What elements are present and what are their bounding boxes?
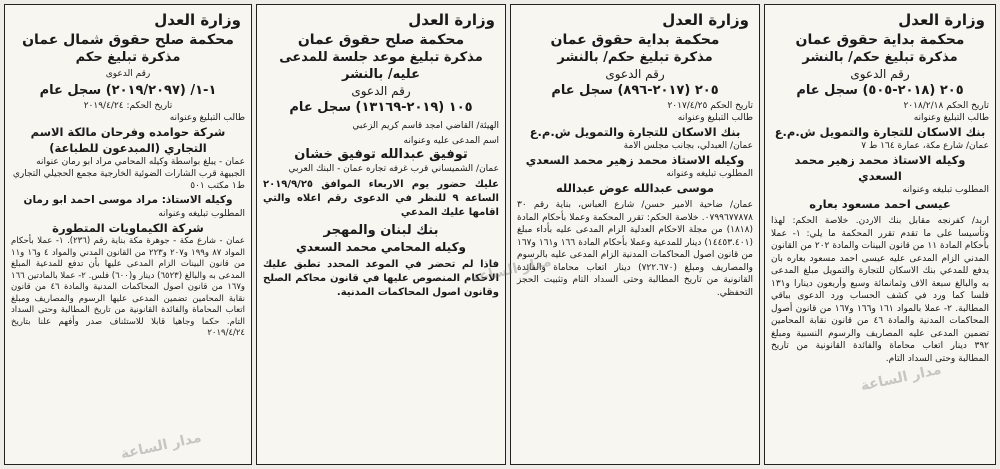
requester-name: بنك الاسكان للتجارة والتمويل ش.م.ع [774,125,986,139]
requester-address: عمان - يبلغ بواسطة وكيله المحامي مراد ابو رمان عنوانه الجبيهة قرب الشارات الضوئية الخارجية مجمع الحجيلي التجاري ط١ مكتب ٥٠١ [12,157,245,191]
notice-type: مذكرة تبليغ حكم/ بالنشر [802,50,958,65]
requester-address: عمان/ شارع مكة، عمارة ١٦٤ ط ٧ [861,141,989,151]
defendant-address: عمان/ الشميساني قرب غرفه تجاره عمان - البنك العربي [288,164,499,174]
case-number: ٢٠٥ (٢٠١٧-٨٩٦) سجل عام [551,83,719,98]
notice-column-1 [764,4,996,465]
watermark-logo: مدار الساعة [469,253,553,287]
requester-label: طالب التبليغ وعنوانه [169,113,245,123]
judgment-date: تاريخ الحكم ٢٠١٧/٤/٢٥ [667,101,753,111]
case-title: رقم الدعوى [605,67,665,81]
notice-type: مذكرة تبليغ حكم [75,50,181,65]
judgment-body: عمان/ ضاحية الامير حسن/ شارع العباس، بناية رقم ٣٠ ٠٧٩٩٦٧٧٨٧٨. خلاصة الحكم: تقرر المحكمة وعملا بأحكام المادة (١٨١٨) من مجلة الاحكام العدلية الزام المدعى عليه بأداء مبلغ (١٤٤٥٣.٤٠١) دينار للمدعية وعملا بأحكام المادة ١٦٦ و١٦١ و١٦٧ من قانون اصول المحاكمات المدنية الزام المدعى عليه بالرسوم والمصاريف ومبلغ (٧٢٢.٦٧٠) دينار اتعاب محاماة والفائدة القانونية من تاريخ المطالبة وحتى السداد التام وتثبيت الحجز التحفظي. [517,200,753,298]
defendant-label: اسم المدعى عليه وعنوانه [403,136,499,146]
notified-name: موسى عبدالله عوض عبدالله [555,181,715,195]
requester-address: عمان/ العبدلي، بجانب مجلس الامة [623,141,753,151]
attorney-name: وكيله الاستاذ محمد زهير محمد السعدي [794,153,966,183]
judgment-body: اربد/ كفرنجه مقابل بنك الاردن. خلاصة الحكم: لهذا وتأسيسا على ما تقدم تقرر المحكمة ما يلي: ١- عملا بأحكام المادة ١١ من قانون البينات والمادة ٢٠٢ من القانون المدني الزام المدعى عليه عيسى احمد مسعود بعاره بان يدفع للمدعي بنك الاسكان للتجارة والتمويل مبلغ المدعى به والبالغ سبعة الاف وثمانمائة وسبع وأربعون دينارا و١٣١ فلسا كما ورد في كشف الحساب ورد الدعوى بباقي المطالبة. ٢- عملا بالمواد ١٦١ و١٦٦ و١٦٧ من قانون أصول المحاكمات المدنية والمادة ٤٦ من قانون نقابة المحامين تضمين المدعى عليه المصاريف والرسوم النسبية ومبلغ ٣٩٢ دينار اتعاب محاماة والفائدة القانونية من تاريخ المطالبة وحتى السداد التام. [771,216,989,364]
notice-column-2 [510,4,760,465]
ministry-title: وزارة العدل [662,11,749,29]
court-name: محكمة بداية حقوق عمان [795,32,965,48]
requester-label: طالب التبليغ وعنوانه [677,113,753,123]
plaintiff-attorney: وكيله المحامي محمد السعدي [295,240,467,254]
case-title: رقم الدعوى [850,67,910,81]
judgment-date: تاريخ الحكم ٢٠١٨/٢/١٨ [903,101,989,111]
judge-panel: الهيئة/ القاضي امجد قاسم كريم الزعبي [352,121,499,131]
requester-name: بنك الاسكان للتجارة والتمويل ش.م.ع [529,125,741,139]
plaintiff-name: بنك لبنان والمهجر [323,223,439,238]
notified-name: عيسى احمد مسعود بعاره [809,197,951,211]
notified-name: شركة الكيماويات المتطورة [52,221,204,235]
case-number: ١-١/ (٢٠١٩/٢٠٩٧) سجل عام [39,83,217,98]
case-title: رقم الدعوى [105,69,151,79]
notice-column-4 [4,4,252,465]
notified-label: المطلوب تبليغه وعنوانه [158,209,245,219]
judgment-date: تاريخ الحكم: ٢٠١٩/٤/٢٤ [83,101,173,111]
court-name: محكمة بداية حقوق عمان [550,32,720,48]
notice-column-3 [256,4,506,465]
case-number: ٢٠٥ (٢٠١٨-٥٠٥) سجل عام [796,83,964,98]
court-name: محكمة صلح حقوق عمان [297,32,465,48]
ministry-title: وزارة العدل [408,11,495,29]
defendant-name: توفيق عبدالله توفيق خشان [294,147,468,162]
notice-type: مذكرة تبليغ حكم/ بالنشر [557,50,713,65]
judgment-body: عمان - شارع مكة - جوهرة مكة بناية رقم (٢٣٦). ١- عملا بأحكام المواد ٨٧ و١٩٩ و٢٠٧ و٢٢٣ من القانون المدني والمواد ٤ و١٦ و١١ من قانون البينات الزام المدعى عليها بأن تدفع للمدعية المبلغ المدعى به والبالغ (٦٥٢٣) دينار و(٦٠٠) فلس. ٢- عملا بالمادتين ١٦٦ و١٦٧ من قانون اصول المحاكمات المدنية والمادة ٤٦ من قانون نقابة المحامين تضمين المدعى عليها الرسوم والمصاريف ومبلغ اتعاب المحاماة والفائدة القانونية من تاريخ المطالبة وحتى السداد التام. حكما وجاهيا قابلا للاستئناف صدر وأفهم علنا بتاريخ ٢٠١٩/٤/٢٤ [11,236,245,338]
ministry-title: وزارة العدل [898,11,985,29]
hearing-body: عليك حضور يوم الاربعاء الموافق ٢٠١٩/٩/٢٥ الساعة ٩ للنظر في الدعوى رقم اعلاه والتي اقامها عليك المدعي [263,179,499,218]
warning-text: فاذا لم تحضر في الموعد المحدد تطبق عليك الاحكام المنصوص عليها في قانون محاكم الصلح وقانون اصول المحاكمات المدنية. [263,259,499,298]
court-name: محكمة صلح حقوق شمال عمان [22,32,234,48]
requester-label: طالب التبليغ وعنوانه [913,113,989,123]
notice-type: مذكرة تبليغ موعد جلسة للمدعى عليه/ بالنشر [279,50,483,82]
notified-label: المطلوب تبليغه وعنوانه [666,169,753,179]
requester-name: شركة حوامده وفرحان مالكة الاسم التجاري (المبدعون للطباعة) [30,125,226,155]
attorney-name: وكيله الاستاذ محمد زهير محمد السعدي [525,153,745,167]
case-number: ١٠٥ (٢٠١٩-١٣١٦٩) سجل عام [289,100,473,115]
watermark-logo: مدار الساعة [859,361,943,395]
notified-label: المطلوب تبليغه وعنوانه [902,185,989,195]
ministry-title: وزارة العدل [154,11,241,29]
attorney-name: وكيله الاستاذ: مراد موسى احمد ابو رمان [23,194,233,206]
case-title: رقم الدعوى [351,84,411,98]
watermark-logo: مدار الساعة [119,429,203,463]
